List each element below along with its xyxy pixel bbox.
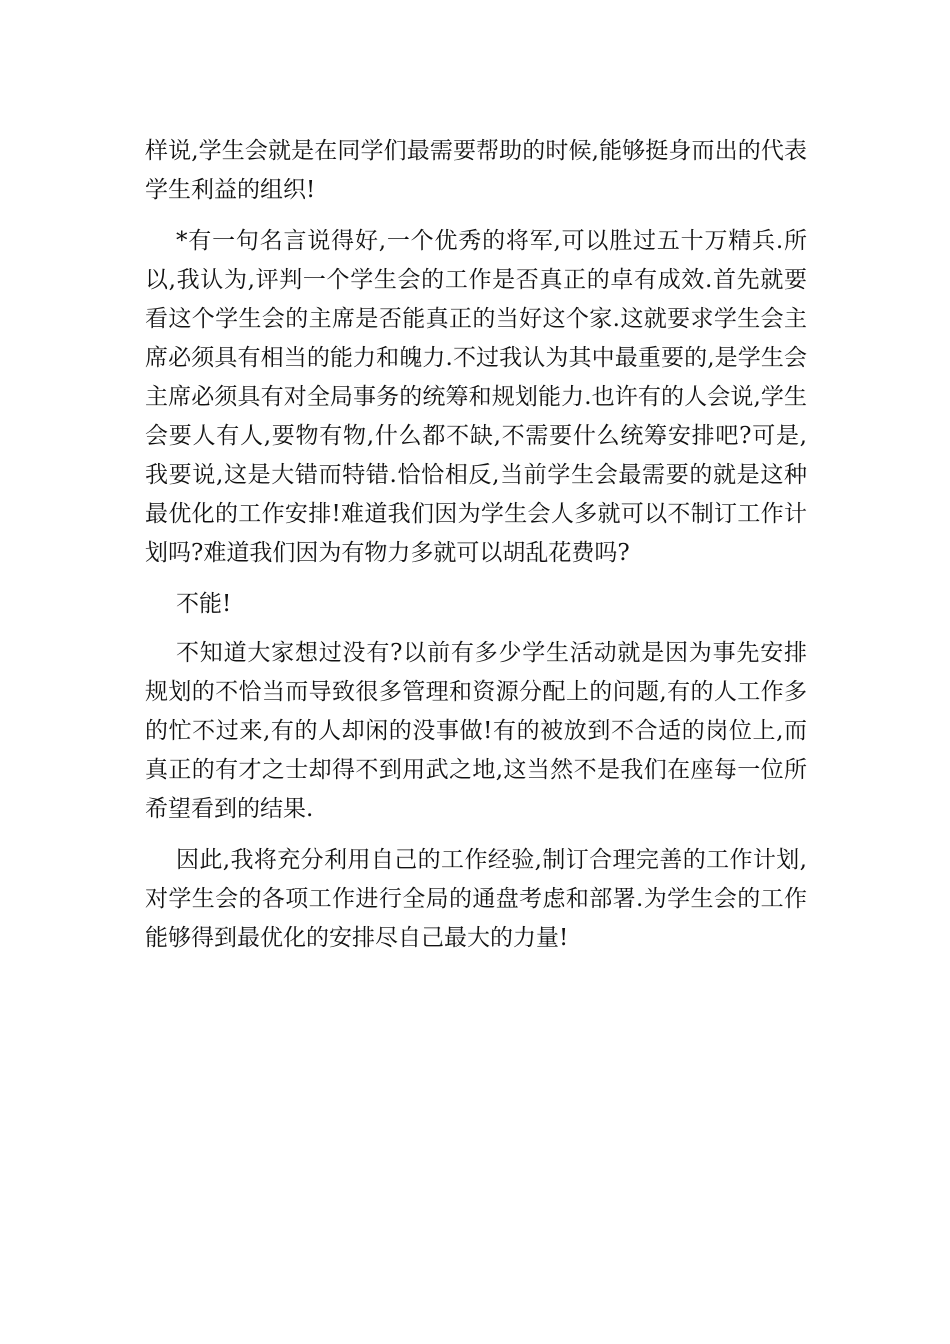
document-page <box>145 132 807 970</box>
paragraph-5: 因此,我将充分利用自己的工作经验,制订合理完善的工作计划,对学生会的各项工作进行全局的通盘考虑和部署.为学生会的工作能够得到最优化的安排尽自己最大的力量! <box>145 847 807 951</box>
paragraph-2: *有一句名言说得好,一个优秀的将军,可以胜过五十万精兵.所以,我认为,评判一个学生会的工作是否真正的卓有成效.首先就要看这个学生会的主席是否能真正的当好这个家.这就要求学生会主席必须具有相当的能力和魄力.不过我认为其中最重要的,是学生会主席必须具有对全局事务的统筹和规划能力.也许有的人会说,学生会要人有人,要物有物,什么都不缺,不需要什么统筹安排吧?可是,我要说,这是大错而特错.恰恰相反,当前学生会最需要的就是这种最优化的工作安排!难道我们因为学生会人多就可以不制订工作计划吗?难道我们因为有物力多就可以胡乱花费吗? <box>145 228 807 566</box>
paragraph-3: 不能! <box>176 591 232 617</box>
paragraph-4: 不知道大家想过没有?以前有多少学生活动就是因为事先安排规划的不恰当而导致很多管理和资源分配上的问题,有的人工作多的忙不过来,有的人却闲的没事做!有的被放到不合适的岗位上,而真正的有才之士却得不到用武之地,这当然不是我们在座每一位所希望看到的结果. <box>145 640 807 822</box>
paragraph-1: 样说,学生会就是在同学们最需要帮助的时候,能够挺身而出的代表学生利益的组织! <box>145 138 807 203</box>
